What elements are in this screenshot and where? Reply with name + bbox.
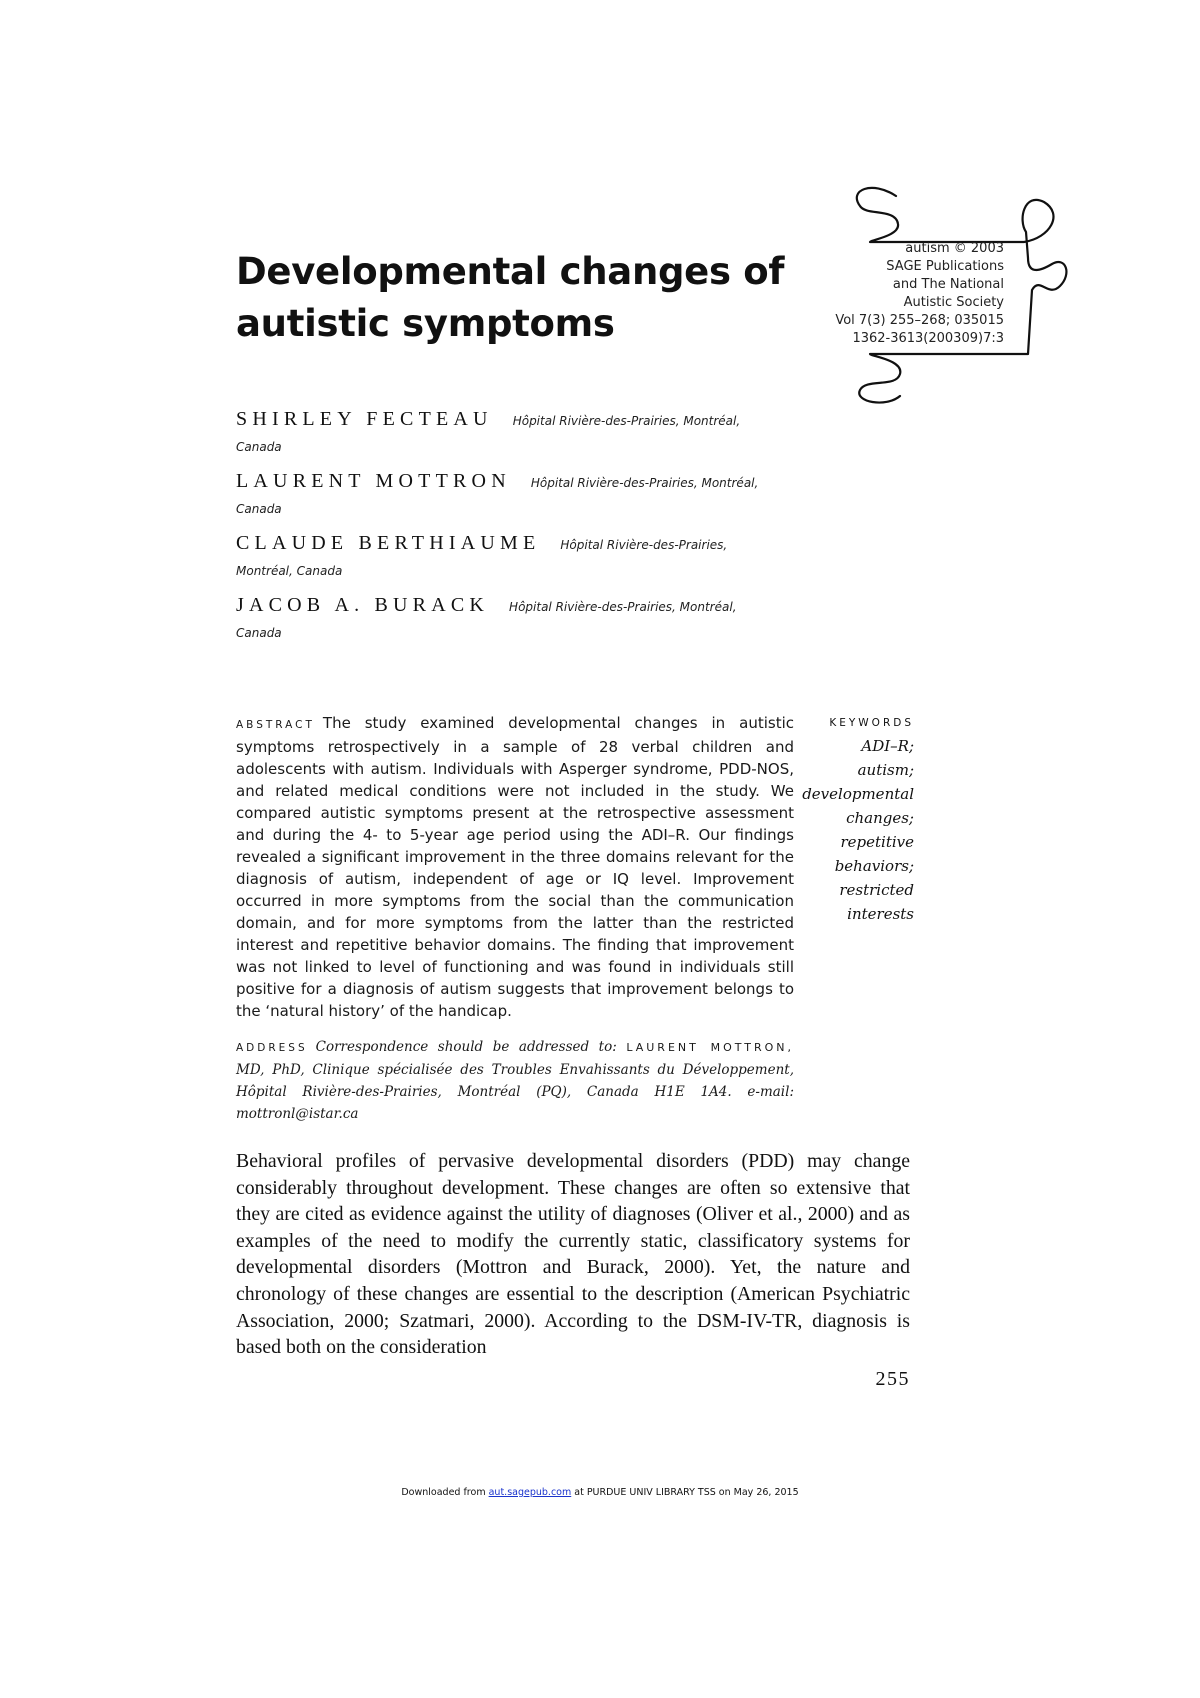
author-entry — [236, 532, 776, 579]
author-affiliation: Hôpital Rivière-des-Prairies, Montréal, — [512, 414, 741, 428]
journal-line: Autistic Society — [903, 295, 1004, 310]
author-name: LAURENT MOTTRON — [236, 470, 511, 492]
download-footer — [0, 1487, 1200, 1498]
keyword: ADI–R; — [861, 737, 914, 755]
journal-info — [835, 240, 1004, 348]
journal-line: SAGE Publications — [886, 259, 1004, 274]
address-label: ADDRESS — [236, 1042, 308, 1054]
abstract-label: ABSTRACT — [236, 719, 315, 731]
author-name: CLAUDE BERTHIAUME — [236, 532, 541, 554]
author-affiliation-cont: Canada — [236, 626, 282, 640]
page-number: 255 — [875, 1368, 910, 1390]
keywords — [754, 712, 914, 926]
journal-line: and The National — [892, 277, 1004, 292]
journal-line: 1362-3613(200309)7:3 — [852, 331, 1004, 346]
abstract — [236, 712, 794, 1022]
body-paragraph: Behavioral profiles of pervasive developmental disorders (PDD) may change considerably throughout development. These changes are often so extensive that they are cited as evidence against the utility of diagnoses (Oliver et al., 2000) and as examples of the need to modify the currently static, classificatory systems for developmental disorders (Mottron and Burack, 2000). Yet, the nature and chronology of these changes are essential to the description (American Psychiatric Association, 2000; Szatmari, 2000). According to the DSM-IV-TR, diagnosis is based both on the consideration — [236, 1150, 910, 1359]
author-name: JACOB A. BURACK — [236, 594, 490, 616]
footer-prefix: Downloaded from — [401, 1487, 486, 1498]
author-affiliation: Hôpital Rivière-des-Prairies, Montréal, — [509, 600, 737, 614]
keyword: changes; — [846, 809, 914, 827]
address-intro: Correspondence should be addressed to: — [315, 1039, 617, 1055]
author-affiliation-cont: Canada — [236, 502, 282, 516]
footer-link[interactable]: aut.sagepub.com — [488, 1487, 572, 1498]
correspondence-address — [236, 1036, 794, 1125]
keyword: behaviors; — [834, 857, 914, 875]
footer-suffix: at PURDUE UNIV LIBRARY TSS on May 26, 2015 — [574, 1487, 799, 1498]
keyword: autism; — [857, 761, 914, 779]
author-list — [236, 408, 776, 656]
author-entry — [236, 408, 776, 455]
keywords-label: KEYWORDS — [829, 717, 914, 729]
author-affiliation: Hôpital Rivière-des-Prairies, Montréal, — [530, 476, 759, 490]
journal-line: autism © 2003 — [905, 241, 1004, 256]
abstract-text: The study examined developmental changes in autistic symptoms retrospectively in a sample of 28 verbal children and adolescents with autism. Individuals with Asperger syndrome, PDD-NOS, and related medical conditions were not included in the study. We compared autistic symptoms present at the retrospective assessment and during the 4- to 5-year age period using the ADI–R. Our findings revealed a significant improvement in the three domains relevant for the diagnosis of autism, independent of age or IQ level. Improvement occurred in more symptoms from the social than the communication domain, and for more symptoms from the latter than the restricted interest and repetitive behavior domains. The finding that improvement was not linked to level of functioning and was found in individuals still positive for a diagnosis of autism suggests that improvement belongs to the ‘natural history’ of the handicap. — [236, 714, 794, 1020]
address-name: LAURENT MOTTRON, — [626, 1041, 795, 1054]
author-affiliation-cont: Canada — [236, 440, 282, 454]
article-title: Developmental changes of autistic symptoms — [236, 250, 785, 345]
author-affiliation-cont: Montréal, Canada — [236, 564, 343, 578]
keyword: restricted — [839, 881, 914, 899]
author-affiliation: Hôpital Rivière-des-Prairies, — [560, 538, 728, 552]
author-name: SHIRLEY FECTEAU — [236, 408, 493, 430]
journal-line: Vol 7(3) 255–268; 035015 — [835, 313, 1004, 328]
author-entry — [236, 594, 776, 641]
author-entry — [236, 470, 776, 517]
keyword: repetitive — [840, 833, 914, 851]
address-text: MD, PhD, Clinique spécialisée des Troubles Envahissants du Développement, Hôpital Rivière-des-Prairies, Montréal (PQ), Canada H1E 1A4. e-mail: mottronl@istar.ca — [236, 1062, 794, 1122]
keyword: developmental — [802, 785, 914, 803]
keyword: interests — [847, 905, 914, 923]
